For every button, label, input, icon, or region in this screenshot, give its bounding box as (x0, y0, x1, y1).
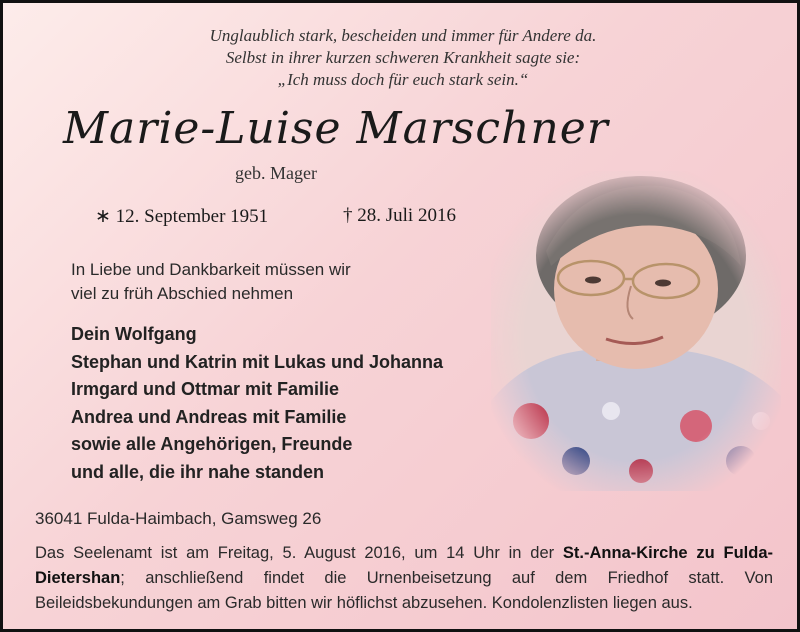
mourner-line: Stephan und Katrin mit Lukas und Johanna (71, 351, 444, 372)
mourner-line: Andrea und Andreas mit Familie (71, 406, 347, 427)
intro-line: viel zu früh Abschied nehmen (71, 284, 294, 303)
family-address: 36041 Fulda-Haimbach, Gamsweg 26 (35, 509, 322, 528)
intro-line: In Liebe und Dankbarkeit müssen wir (71, 260, 351, 279)
quote-line: Selbst in ihrer kurzen schweren Krankheit sagte sie: (225, 48, 581, 67)
mourner-line: sowie alle Angehörigen, Freunde (71, 434, 353, 454)
notice-text: Das Seelenamt ist am Freitag, 5. August 2016, um 14 Uhr in der (35, 544, 563, 562)
mourner-line: und alle, die ihr nahe standen (71, 461, 325, 482)
church-name: St.-Anna-Kirche zu Fulda-Dietershan (35, 544, 773, 587)
funeral-notice (35, 541, 773, 616)
portrait-photo (491, 171, 781, 491)
mourner-line: Irmgard und Ottmar mit Familie (71, 379, 340, 399)
quote-line: „Ich muss doch für euch stark sein.“ (277, 70, 529, 89)
mourners-list (71, 321, 443, 486)
deceased-name: Marie-Luise Marschner (63, 103, 609, 154)
death-date: † 28. Juli 2016 (343, 205, 456, 226)
maiden-name: geb. Mager (235, 163, 317, 183)
notice-text: ; anschließend findet die Urnenbeisetzung auf dem Friedhof statt. Von Beileidsbekundungen am Grab bitten wir höflichst abzusehen. Kondolenzlisten liegen aus. (35, 569, 773, 612)
quote-line: Unglaublich stark, bescheiden und immer für Andere da. (209, 26, 597, 45)
intro-text (71, 258, 351, 306)
memorial-quote (3, 25, 800, 91)
birth-date: ∗ 12. September 1951 (95, 206, 269, 227)
mourner-line: Dein Wolfgang (71, 324, 197, 344)
